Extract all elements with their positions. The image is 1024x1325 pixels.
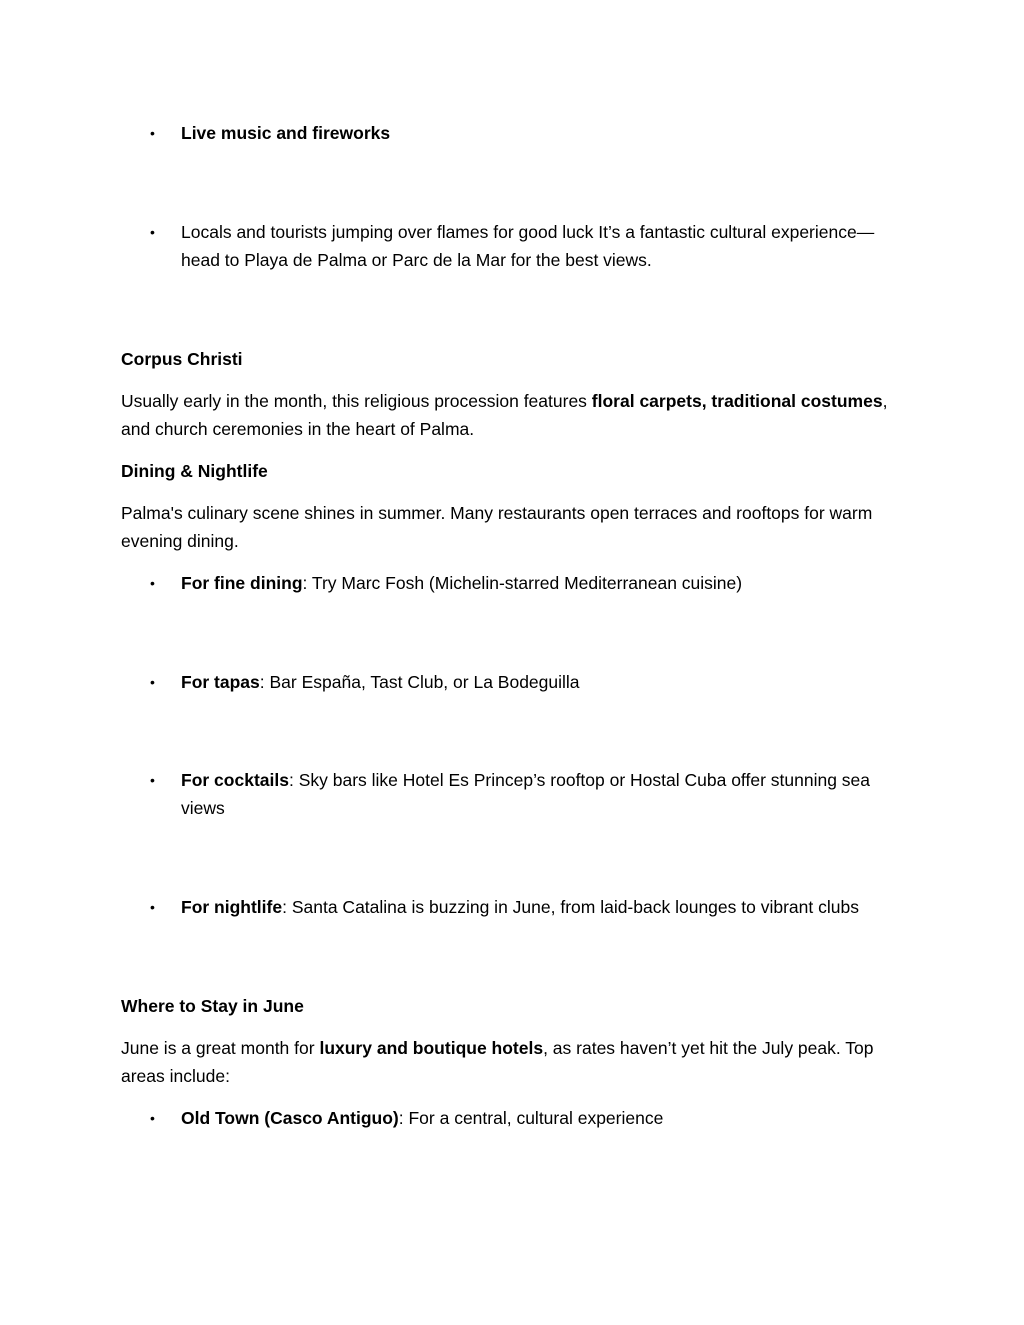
- section-heading-dining: Dining & Nightlife: [121, 461, 268, 481]
- where-to-stay-paragraph: [121, 1034, 906, 1090]
- list-item-label: For cocktails: [181, 770, 289, 790]
- list-item-label: For nightlife: [181, 897, 283, 917]
- list-item-fire-jumping: Locals and tourists jumping over flames for good luck It’s a fantastic cultural experience—head to Playa de Palma or Parc de la Mar for the best views.: [181, 222, 875, 270]
- list-item-bold-text: Live music and fireworks: [181, 123, 391, 143]
- list-bullet: •: [150, 125, 155, 141]
- list-bullet: •: [150, 674, 155, 690]
- list-item-live-music: [181, 119, 901, 147]
- paragraph-bold-text: floral carpets, traditional costumes: [591, 391, 883, 411]
- list-item-text: : For a central, cultural experience: [398, 1108, 664, 1128]
- list-item-label: For tapas: [181, 672, 260, 692]
- list-bullet: •: [150, 899, 155, 915]
- list-item-text: : Santa Catalina is buzzing in June, from laid-back lounges to vibrant clubs: [282, 897, 859, 917]
- paragraph-text: June is a great month for: [121, 1038, 320, 1058]
- paragraph-text: , and church ceremonies in the heart of Palma.: [121, 391, 888, 439]
- section-heading-corpus-christi: Corpus Christi: [121, 349, 243, 369]
- dining-intro-paragraph: Palma's culinary scene shines in summer. Many restaurants open terraces and rooftops for warm evening dining.: [121, 503, 873, 551]
- list-bullet: •: [150, 224, 155, 240]
- list-item-nightlife: [181, 893, 901, 921]
- list-item-tapas: [181, 668, 901, 696]
- list-bullet: •: [150, 1110, 155, 1126]
- list-item-text: : Bar España, Tast Club, or La Bodeguilla: [259, 672, 580, 692]
- list-item-fine-dining: [181, 569, 901, 597]
- corpus-christi-paragraph: [121, 387, 906, 443]
- paragraph-bold-text: luxury and boutique hotels: [319, 1038, 544, 1058]
- list-item-label: For fine dining: [181, 573, 303, 593]
- list-item-label: Old Town (Casco Antiguo): [181, 1108, 399, 1128]
- paragraph-text: Usually early in the month, this religious procession features: [121, 391, 592, 411]
- list-item-text: : Try Marc Fosh (Michelin-starred Mediterranean cuisine): [302, 573, 743, 593]
- section-heading-where-to-stay: Where to Stay in June: [121, 996, 304, 1016]
- list-item-text: : Sky bars like Hotel Es Princep’s rooftop or Hostal Cuba offer stunning sea views: [181, 770, 871, 818]
- paragraph-text: , as rates haven’t yet hit the July peak. Top areas include:: [121, 1038, 874, 1086]
- list-bullet: •: [150, 575, 155, 591]
- list-item-old-town: [181, 1104, 901, 1132]
- list-item-cocktails: [181, 766, 901, 822]
- list-bullet: •: [150, 772, 155, 788]
